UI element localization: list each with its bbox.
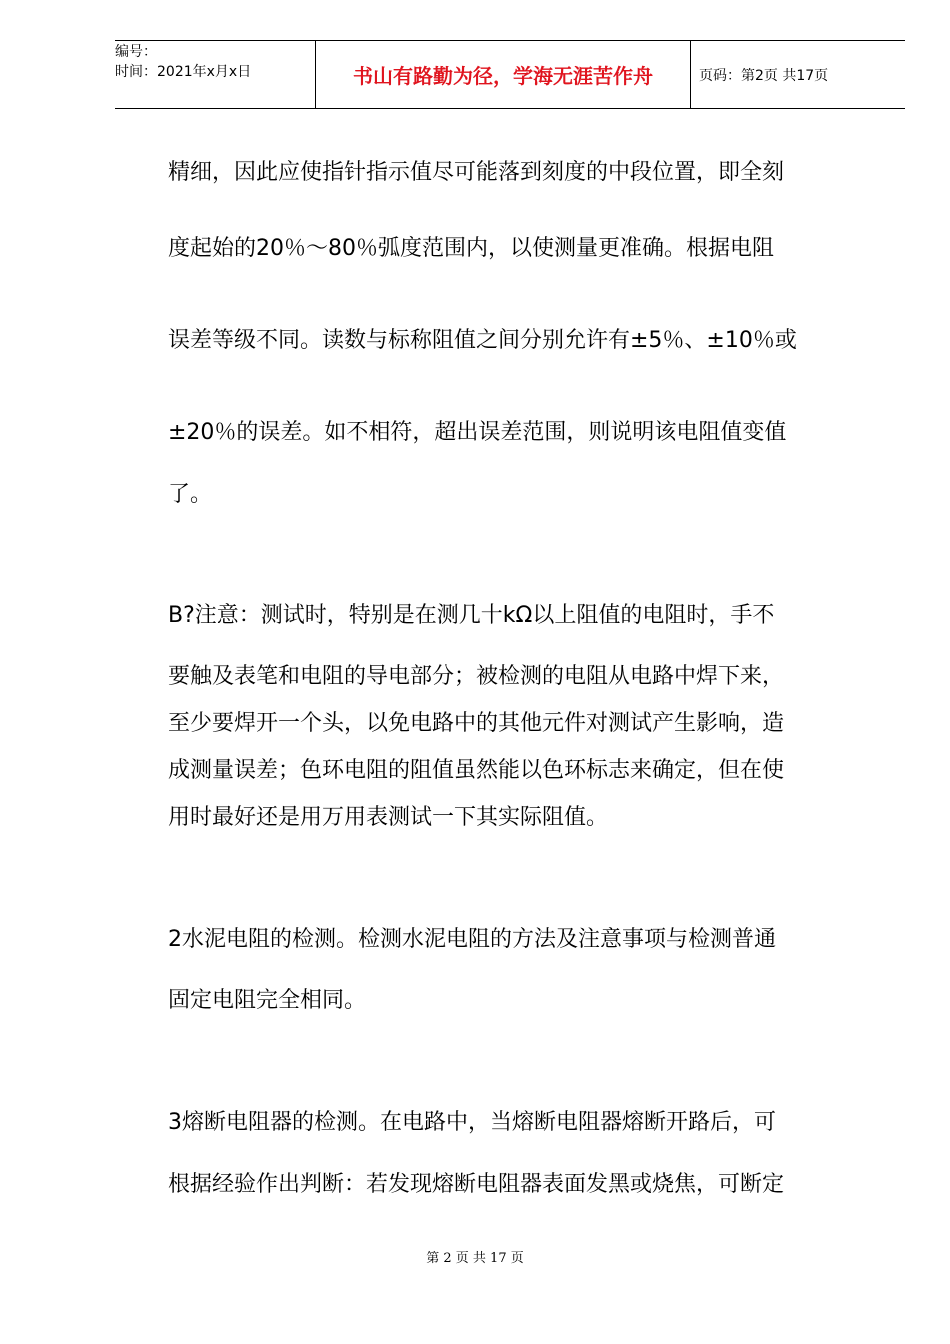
- serial-number-label: 编号：: [115, 44, 157, 60]
- text-line: B?注意：测试时，特别是在测几十kΩ以上阻值的电阻时，手不: [168, 603, 775, 628]
- text-line: 度起始的20％～80％弧度范围内，以使测量更准确。根据电阻: [168, 236, 774, 261]
- text-line: 2水泥电阻的检测。检测水泥电阻的方法及注意事项与检测普通: [168, 927, 776, 952]
- text-line: 根据经验作出判断：若发现熔断电阻器表面发黑或烧焦，可断定: [168, 1172, 785, 1197]
- text-line: 精细，因此应使指针指示值尽可能落到刻度的中段位置，即全刻: [168, 160, 785, 185]
- text-line: 误差等级不同。读数与标称阻值之间分别允许有±5％、±10％或: [168, 328, 797, 353]
- text-line: 用时最好还是用万用表测试一下其实际阻值。: [168, 805, 609, 830]
- text-line: 成测量误差；色环电阻的阻值虽然能以色环标志来确定，但在使: [168, 758, 785, 783]
- text-line: 要触及表笔和电阻的导电部分；被检测的电阻从电路中焊下来，: [168, 664, 785, 689]
- page-header: [115, 40, 905, 109]
- date-label: 时间：2021年x月x日: [115, 64, 252, 80]
- text-line: 3熔断电阻器的检测。在电路中，当熔断电阻器熔断开路后，可: [168, 1110, 776, 1135]
- text-line: 至少要焊开一个头，以免电路中的其他元件对测试产生影响，造: [168, 711, 785, 736]
- header-meta: [115, 41, 315, 108]
- text-line: 固定电阻完全相同。: [168, 988, 367, 1013]
- text-line: ±20％的误差。如不相符，超出误差范围，则说明该电阻值变值: [168, 420, 787, 445]
- header-motto: 书山有路勤为径，学海无涯苦作舟: [315, 41, 691, 108]
- header-page-info: 页码：第2页 共17页: [699, 67, 829, 84]
- text-line: 了。: [168, 482, 213, 507]
- page-footer: 第 2 页 共 17 页: [426, 1251, 524, 1266]
